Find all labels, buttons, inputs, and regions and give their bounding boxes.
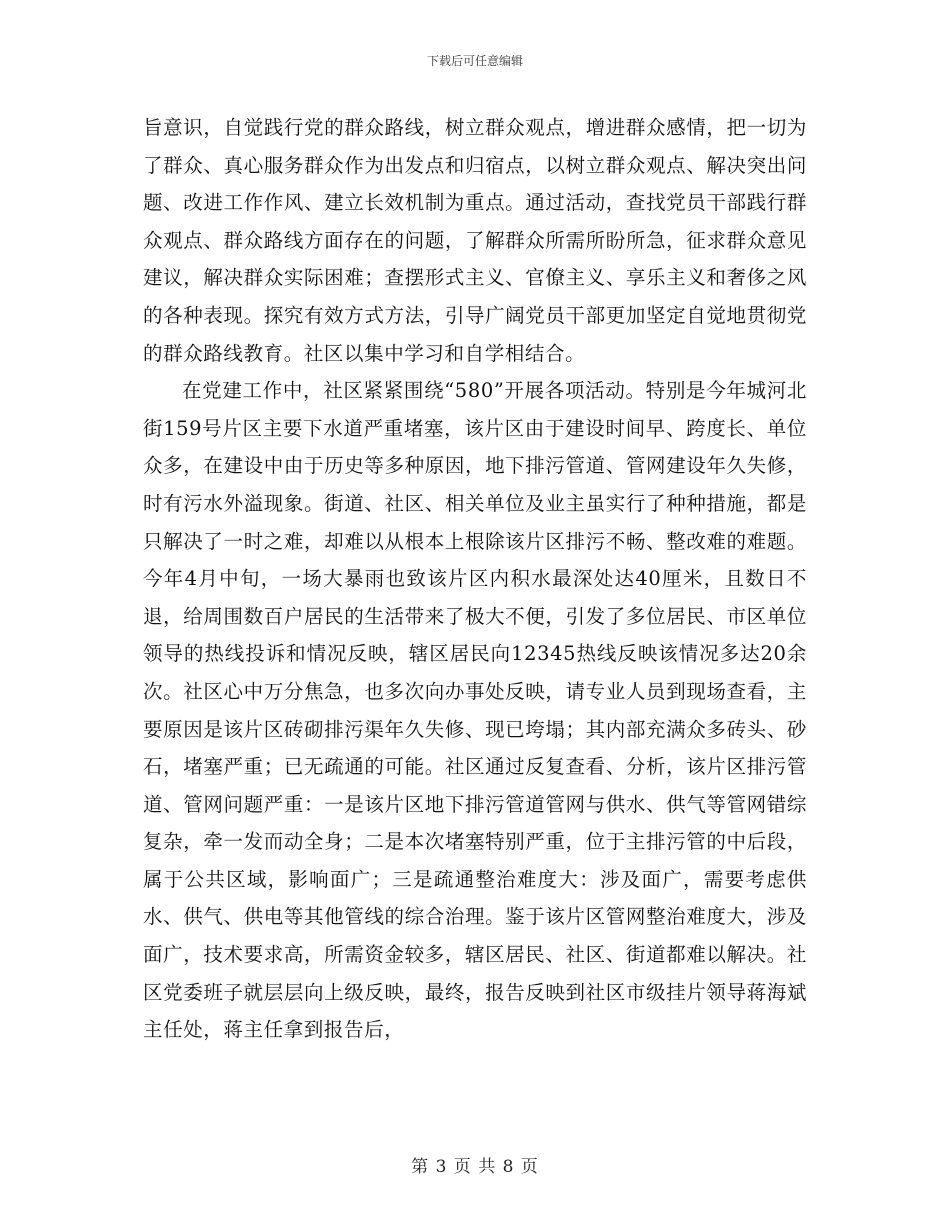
paragraph-1: 旨意识，自觉践行党的群众路线，树立群众观点，增进群众感情，把一切为了群众、真心服务群众作为出发点和归宿点，以树立群众观点、解决突出问题、改进工作作风、建立长效机制为重点。通过活动，查找党员干部践行群众观点、群众路线方面存在的问题，了解群众所需所盼所急，征求群众意见建议，解决群众实际困难；查摆形式主义、官僚主义、享乐主义和奢侈之风的各种表现。探究有效方式方法，引导广阔党员干部更加坚定自觉地贯彻党的群众路线教育。社区以集中学习和自学相结合。 (143, 116, 807, 365)
paragraph-2: 在党建工作中，社区紧紧围绕“580”开展各项活动。特别是今年城河北街159号片区主要下水道严重堵塞，该片区由于建设时间早、跨度长、单位众多，在建设中由于历史等多种原因，地下排污管道、管网建设年久失修，时有污水外溢现象。街道、社区、相关单位及业主虽实行了种种措施，都是只解决了一时之难，却难以从根本上根除该片区排污不畅、整改难的难题。今年4月中旬，一场大暴雨也致该片区内积水最深处达40厘米，且数日不退，给周围数百户居民的生活带来了极大不便，引发了多位居民、市区单位领导的热线投诉和情况反映，辖区居民向12345热线反映该情况多达20余次。社区心中万分焦急，也多次向办事处反映，请专业人员到现场查看，主要原因是该片区砖砌排污渠年久失修、现已垮塌；其内部充满众多砖头、砂石，堵塞严重；已无疏通的可能。社区通过反复查看、分析，该片区排污管道、管网问题严重：一是该片区地下排污管道管网与供水、供气等管网错综复杂，牵一发而动全身；二是本次堵塞特别严重，位于主排污管的中后段，属于公共区域，影响面广；三是疏通整治难度大：涉及面广，需要考虑供水、供气、供电等其他管线的综合治理。鉴于该片区管网整治难度大，涉及面广，技术要求高，所需资金较多，辖区居民、社区、街道都难以解决。社区党委班子就层层向上级反映，最终，报告反映到社区市级挂片领导蒋海斌主任处，蒋主任拿到报告后， (143, 379, 807, 1042)
page-header-note: 下载后可任意编辑 (426, 54, 523, 68)
page-number: 第 3 页 共 8 页 (411, 1157, 539, 1177)
document-body (143, 109, 807, 1049)
